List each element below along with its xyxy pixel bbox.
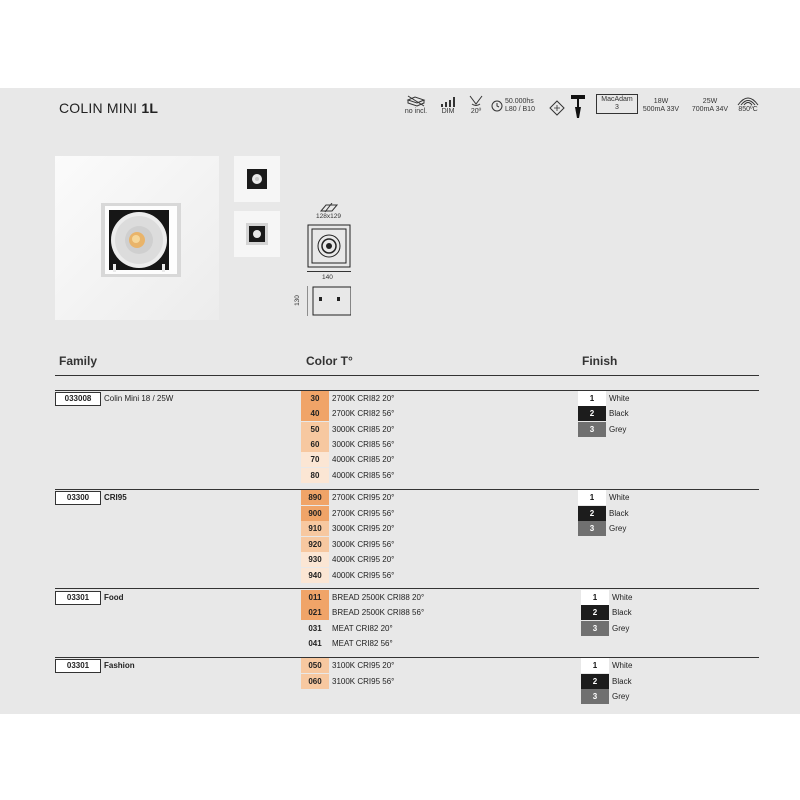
spec-beam-label: 20º [470, 108, 482, 115]
color-desc: 3000K CRI95 56° [332, 540, 395, 549]
finish-code: 2 [578, 406, 606, 421]
family-name: CRI95 [104, 493, 127, 502]
spec-18w-current: 500mA 33V [642, 106, 680, 113]
color-code: 930 [301, 552, 329, 567]
finish-code: 2 [581, 674, 609, 689]
spec-surface [548, 100, 566, 116]
family-code: 03300 [55, 491, 101, 505]
finish-label: Black [612, 677, 632, 686]
spec-dim [436, 94, 460, 116]
cutout-dimension: 128x129 [316, 213, 341, 220]
color-code: 910 [301, 521, 329, 536]
color-code: 40 [301, 406, 329, 421]
family-code: 033008 [55, 392, 101, 406]
finish-code: 3 [581, 689, 609, 704]
finish-code: 1 [581, 658, 609, 673]
family-name: Food [104, 593, 124, 602]
spec-life-hours: 50.000hs [505, 98, 534, 105]
width-dimension: 140 [322, 274, 333, 281]
color-desc: 2700K CRI95 56° [332, 509, 395, 518]
color-code: 920 [301, 537, 329, 552]
glow-wire-icon [736, 94, 760, 106]
color-desc: 3100K CRI95 20° [332, 661, 395, 670]
color-desc: BREAD 2500K CRI88 20° [332, 593, 425, 602]
finish-code: 1 [578, 490, 606, 505]
color-desc: 2700K CRI82 56° [332, 409, 395, 418]
color-desc: 2700K CRI82 20° [332, 394, 395, 403]
finish-label: Grey [609, 524, 627, 533]
finish-label: White [612, 661, 633, 670]
color-desc: 4000K CRI85 20° [332, 455, 395, 464]
family-name: Colin Mini 18 / 25W [104, 394, 174, 403]
finish-label: White [612, 593, 633, 602]
side-view-drawing [307, 285, 351, 322]
spec-18w [639, 98, 683, 114]
color-desc: 2700K CRI95 20° [332, 493, 395, 502]
finish-code: 1 [578, 391, 606, 406]
surface-mount-icon [549, 100, 565, 116]
color-code: 050 [301, 658, 329, 673]
header-finish: Finish [582, 354, 618, 368]
thumbnail-black[interactable] [234, 156, 280, 202]
color-desc: 4000K CRI95 20° [332, 555, 395, 564]
finish-code: 2 [581, 605, 609, 620]
group-divider [55, 489, 759, 490]
color-desc: BREAD 2500K CRI88 56° [332, 608, 425, 617]
color-code: 021 [301, 605, 329, 620]
color-code: 900 [301, 506, 329, 521]
finish-label: Black [609, 409, 629, 418]
color-code: 041 [301, 636, 329, 651]
group-divider [55, 588, 759, 589]
color-desc: MEAT CRI82 56° [332, 639, 393, 648]
spec-18w-power: 18W [653, 98, 669, 105]
color-code: 80 [301, 468, 329, 483]
color-code: 50 [301, 422, 329, 437]
header-family: Family [59, 354, 98, 368]
finish-code: 1 [581, 590, 609, 605]
color-code: 060 [301, 674, 329, 689]
finish-code: 3 [578, 521, 606, 536]
finish-code: 3 [581, 621, 609, 636]
spec-macadam [596, 94, 638, 114]
color-code: 890 [301, 490, 329, 505]
thumbnail-grey[interactable] [234, 211, 280, 257]
finish-label: Black [609, 509, 629, 518]
color-desc: 4000K CRI95 56° [332, 571, 395, 580]
finish-label: Black [612, 608, 632, 617]
spec-glow-wire [735, 94, 761, 114]
finish-label: Grey [612, 624, 630, 633]
color-desc: 3000K CRI85 56° [332, 440, 395, 449]
family-name: Fashion [104, 661, 135, 670]
spec-25w-power: 25W [702, 98, 718, 105]
finish-code: 3 [578, 422, 606, 437]
spec-no-incl-label: no incl. [404, 108, 428, 115]
color-code: 031 [301, 621, 329, 636]
width-dimension-line [307, 271, 351, 272]
color-code: 011 [301, 590, 329, 605]
spec-lifetime [491, 98, 543, 114]
top-view-drawing [307, 224, 351, 275]
color-desc: MEAT CRI82 20° [332, 624, 393, 633]
group-divider [55, 390, 759, 391]
group-divider [55, 657, 759, 658]
color-code: 60 [301, 437, 329, 452]
color-code: 70 [301, 452, 329, 467]
height-dimension: 130 [293, 295, 301, 306]
header-color-temperature: Color T° [306, 354, 353, 368]
finish-label: White [609, 493, 630, 502]
family-code: 03301 [55, 659, 101, 673]
spotlight-icon [570, 94, 586, 120]
family-code: 03301 [55, 591, 101, 605]
spec-track [569, 94, 587, 120]
clock-icon [491, 100, 503, 112]
spec-macadam-label: MacAdam [601, 96, 633, 103]
spec-glow-wire-label: 850ºC [738, 106, 758, 113]
dimmable-icon [438, 94, 458, 108]
spec-25w-current: 700mA 34V [691, 106, 729, 113]
spec-life-rating: L80 / B10 [505, 106, 535, 113]
color-desc: 3100K CRI95 56° [332, 677, 395, 686]
finish-code: 2 [578, 506, 606, 521]
finish-label: Grey [609, 425, 627, 434]
spec-beam [466, 94, 486, 116]
beam-angle-icon [467, 94, 485, 108]
color-code: 30 [301, 391, 329, 406]
color-code: 940 [301, 568, 329, 583]
color-desc: 4000K CRI85 56° [332, 471, 395, 480]
spec-no-incl [401, 94, 431, 116]
finish-label: Grey [612, 692, 630, 701]
driver-not-included-icon [406, 94, 426, 108]
spec-25w [687, 98, 733, 114]
spec-macadam-step: 3 [615, 104, 619, 111]
product-title: COLIN MINI 1L [59, 100, 159, 116]
color-desc: 3000K CRI95 20° [332, 524, 395, 533]
spec-dim-label: DIM [441, 108, 455, 115]
header-divider [55, 375, 759, 376]
color-desc: 3000K CRI85 20° [332, 425, 395, 434]
product-photo [55, 156, 219, 320]
finish-label: White [609, 394, 630, 403]
